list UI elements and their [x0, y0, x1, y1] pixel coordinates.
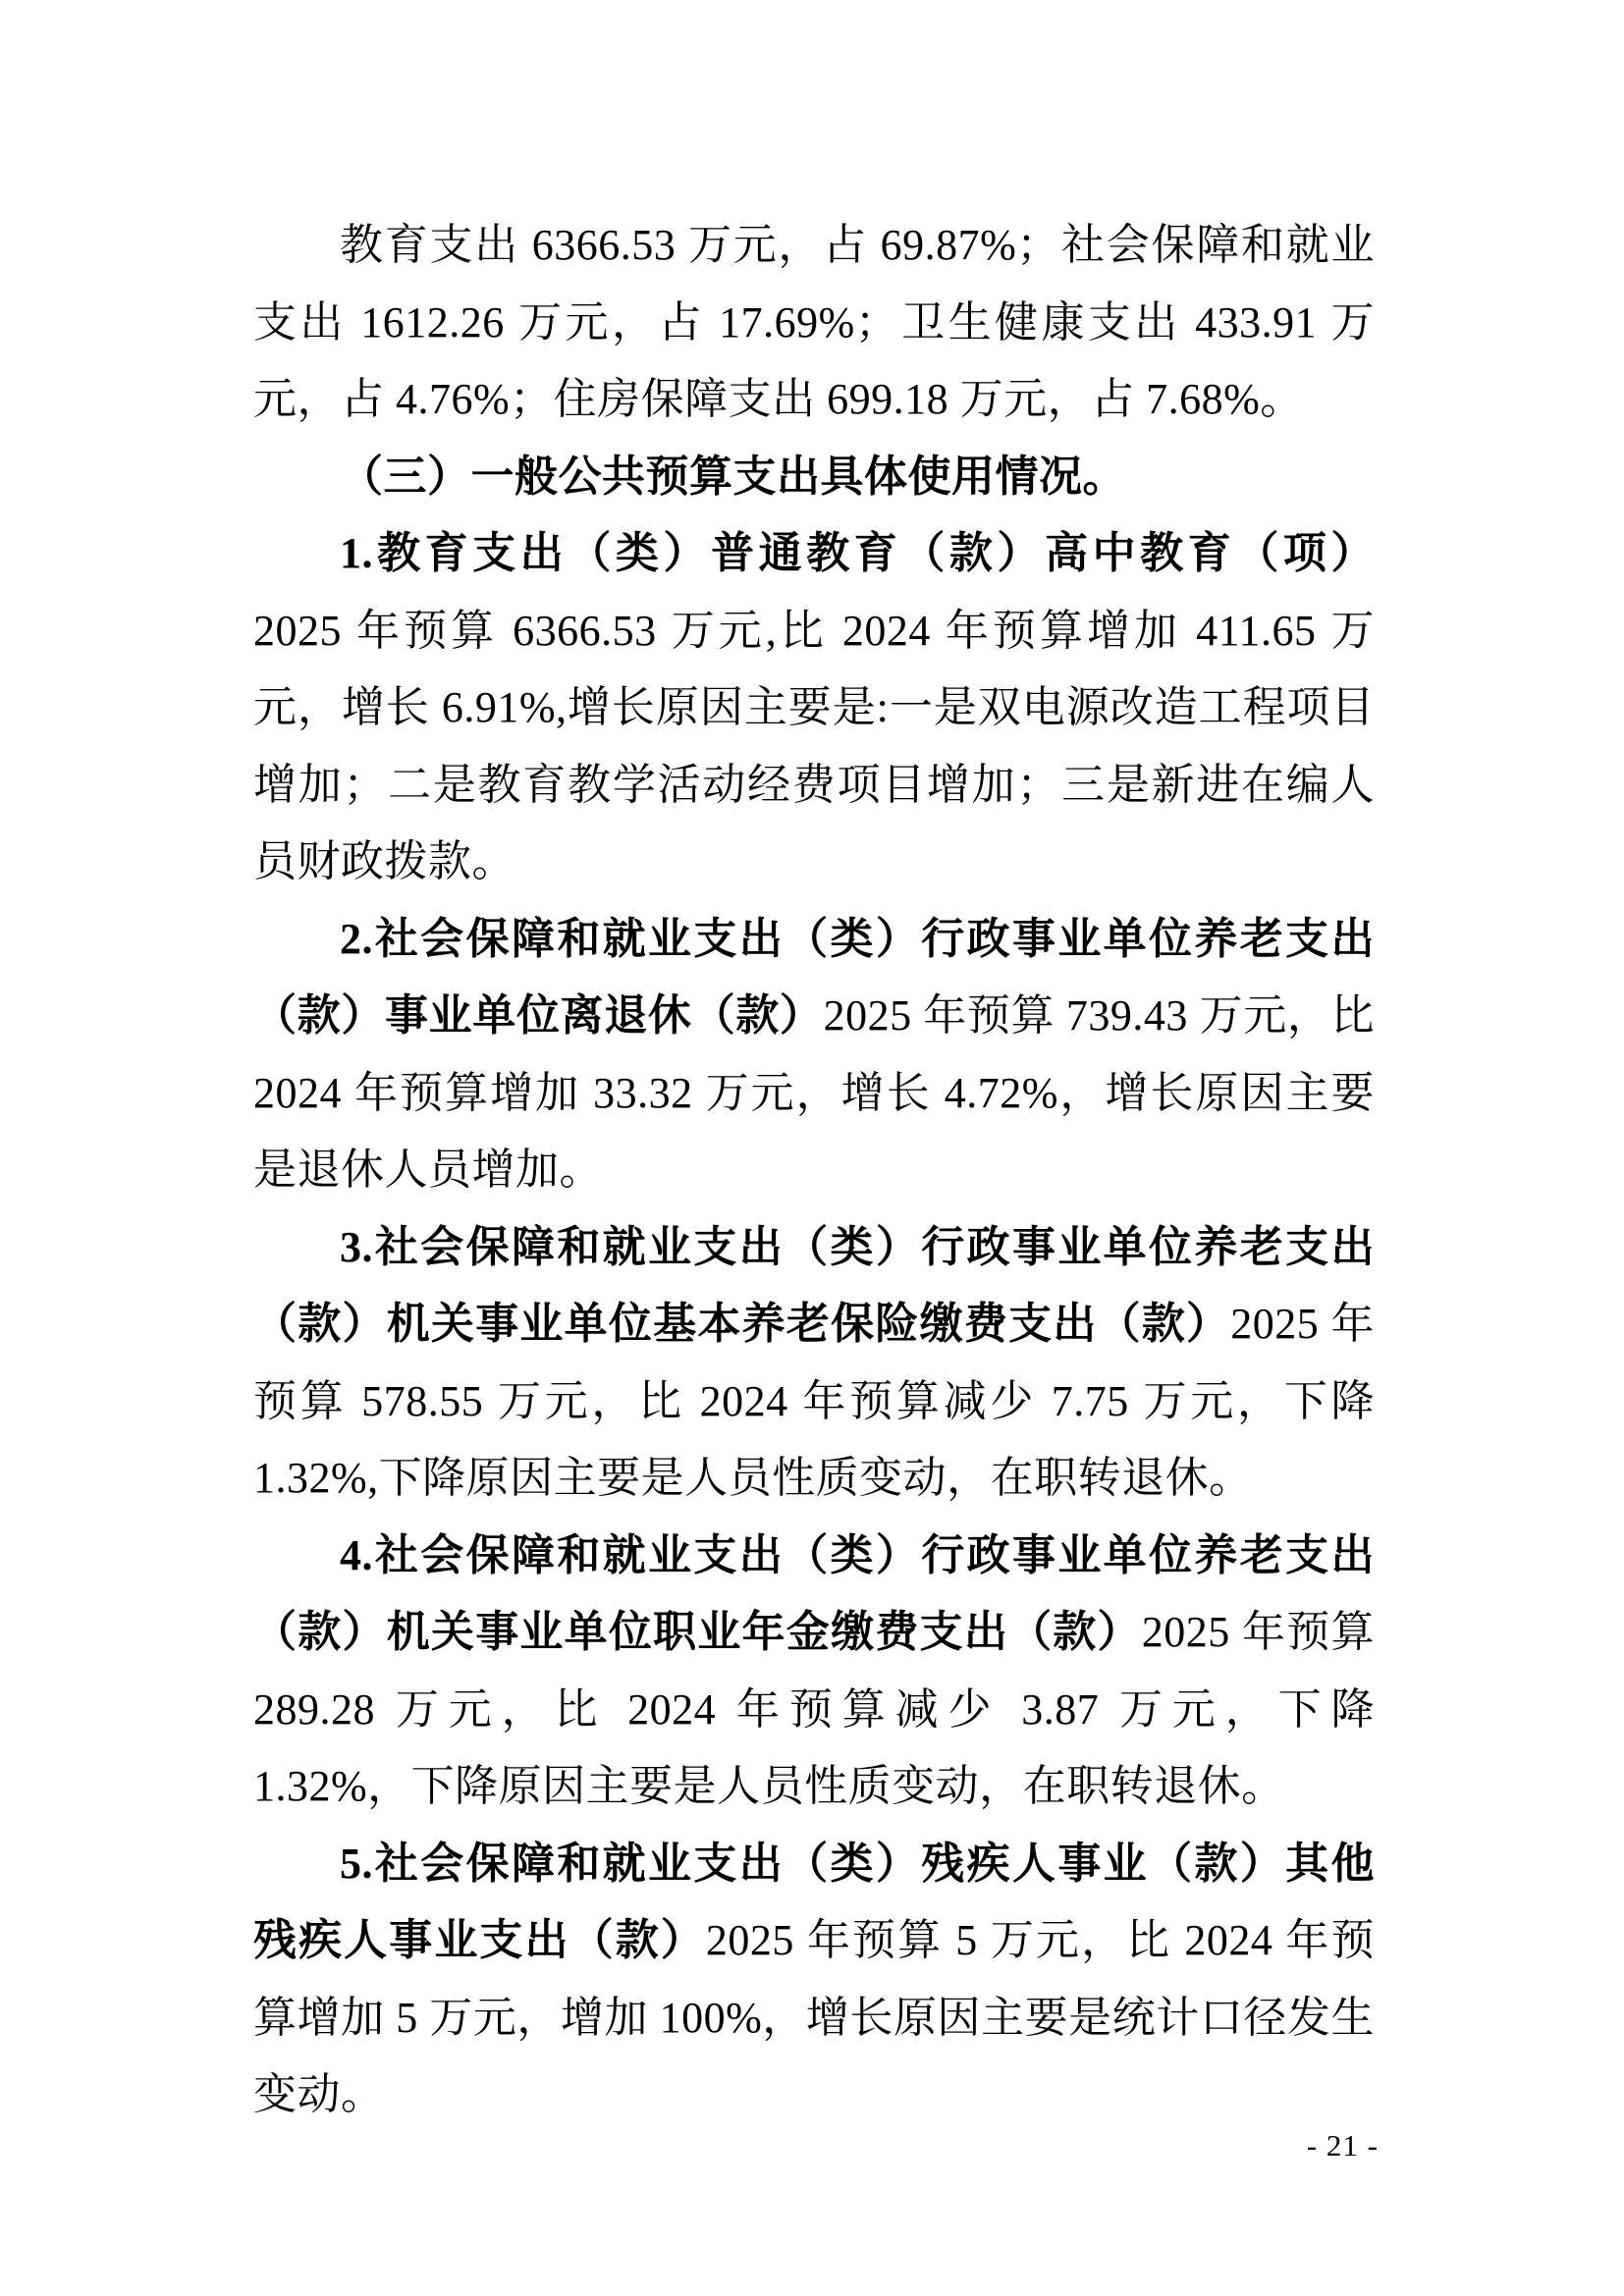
budget-item-4-title: 4.社会保障和就业支出（类）行政事业单位养老支出（款）机关事业单位职业年金缴费支出（款） [253, 1530, 1375, 1656]
paragraph-expenditure-overview [253, 207, 1375, 439]
budget-item-1-education [253, 515, 1375, 901]
budget-item-1-detail: 2025 年预算 6366.53 万元,比 2024 年预算增加 411.65 万元，增长 6.91%,增长原因主要是:一是双电源改造工程项目增加；二是教育教学活动经费项目增加；三是新进在编人员财政拨款。 [253, 606, 1375, 885]
budget-item-5-disabled [253, 1826, 1375, 2134]
budget-item-5-title: 5.社会保障和就业支出（类）残疾人事业（款）其他残疾人事业支出（款） [253, 1839, 1375, 1964]
overview-text: 教育支出 6366.53 万元，占 69.87%；社会保障和就业支出 1612.26 万元，占 17.69%；卫生健康支出 433.91 万元，占 4.76%；住房保障支出 699.18 万元，占 7.68%。 [253, 221, 1375, 423]
budget-item-5-detail: 2025 年预算 5 万元，比 2024 年预算增加 5 万元，增加 100%，增长原因主要是统计口径发生变动。 [253, 1916, 1376, 2118]
budget-item-3-detail: 2025 年预算 578.55 万元，比 2024 年预算减少 7.75 万元，下降 1.32%,下降原因主要是人员性质变动，在职转退休。 [253, 1300, 1376, 1502]
budget-item-2-title: 2.社会保障和就业支出（类）行政事业单位养老支出（款）事业单位离退休（款） [253, 914, 1375, 1040]
budget-item-2-detail: 2025 年预算 739.43 万元，比 2024 年预算增加 33.32 万元，增长 4.72%，增长原因主要是退休人员增加。 [253, 991, 1376, 1194]
budget-item-3-title: 3.社会保障和就业支出（类）行政事业单位养老支出（款）机关事业单位基本养老保险缴费支出（款） [253, 1222, 1375, 1348]
budget-item-4-annuity [253, 1518, 1375, 1826]
document-body [253, 207, 1375, 2134]
page-number: - 21 - [1306, 2128, 1379, 2163]
section-heading-usage-details: （三）一般公共预算支出具体使用情况。 [340, 452, 1126, 501]
budget-item-4-detail: 2025 年预算 289.28 万元，比 2024 年预算减少 3.87 万元，下降 1.32%，下降原因主要是人员性质变动，在职转退休。 [253, 1608, 1375, 1810]
budget-item-3-pension-insurance [253, 1209, 1375, 1518]
budget-item-2-retirement [253, 901, 1375, 1209]
budget-item-1-title: 1.教育支出（类）普通教育（款）高中教育（项） [340, 529, 1375, 577]
